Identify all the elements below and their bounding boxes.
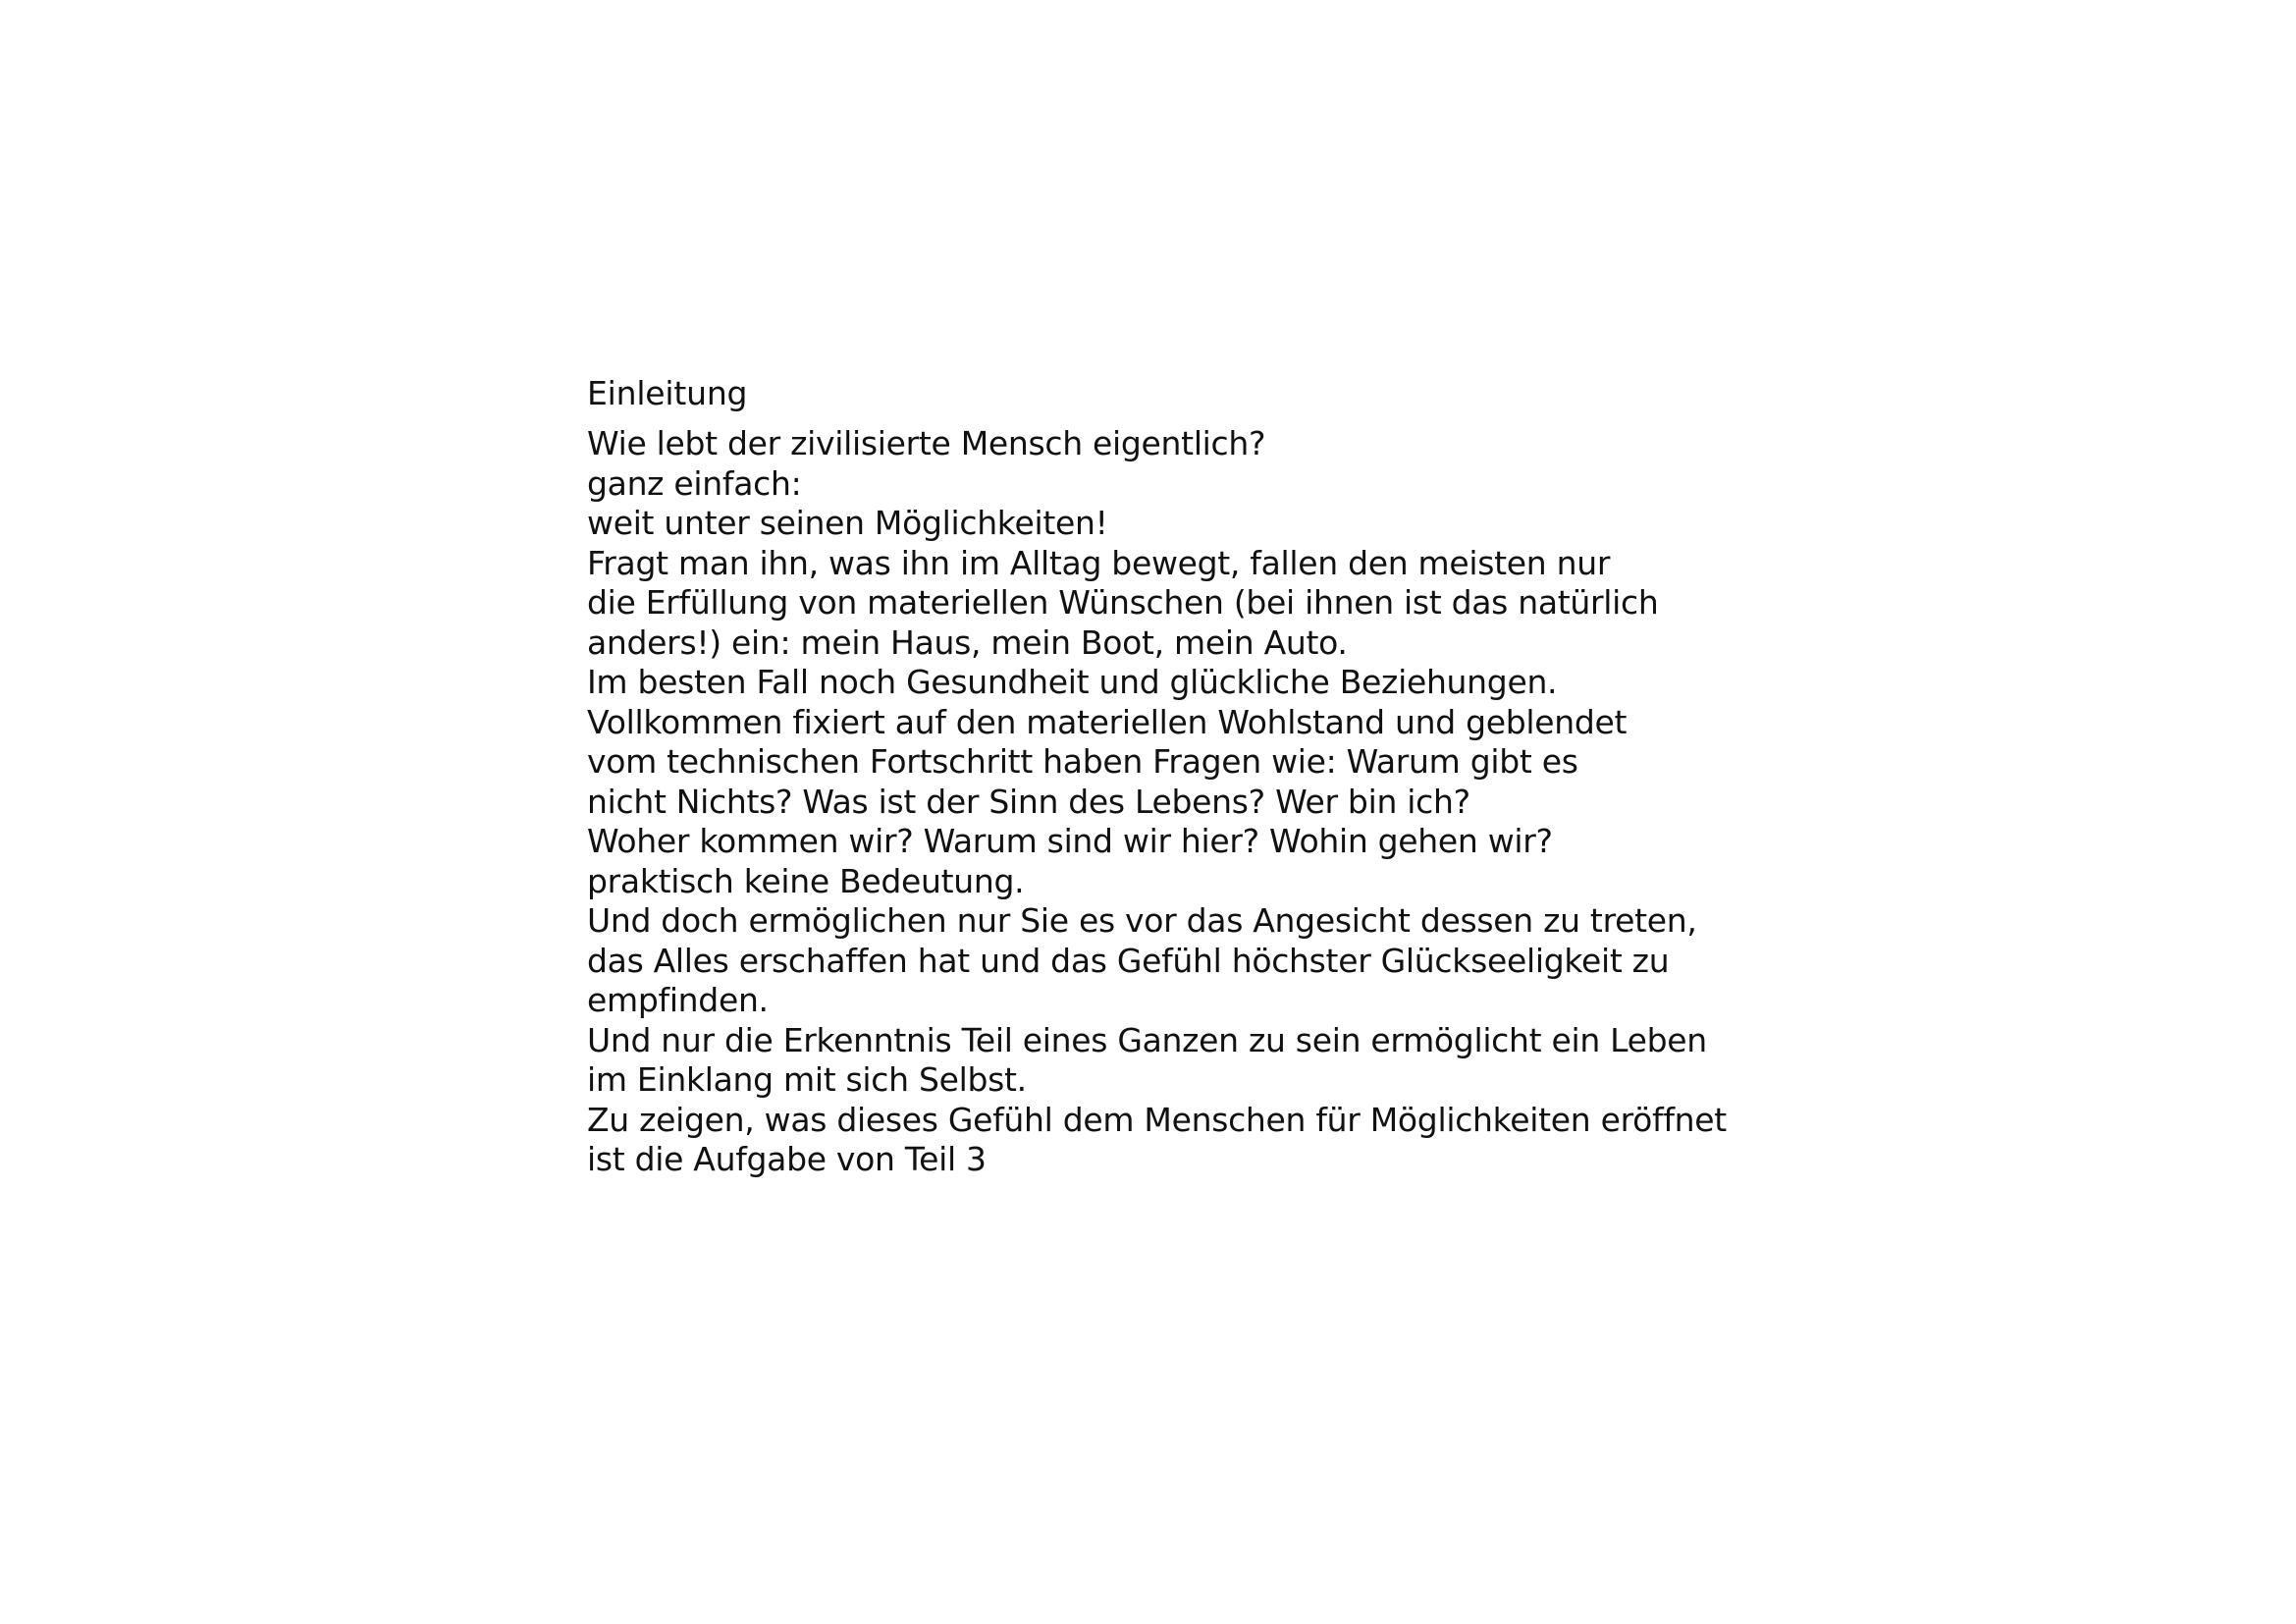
body-line: Im besten Fall noch Gesundheit und glückliche Beziehungen. <box>587 663 1558 701</box>
body-line: Zu zeigen, was dieses Gefühl dem Menschen für Möglichkeiten eröffnet <box>587 1100 1727 1139</box>
body-line: nicht Nichts? Was ist der Sinn des Lebens? Wer bin ich? <box>587 782 1470 821</box>
body-line: Vollkommen fixiert auf den materiellen Wohlstand und geblendet <box>587 702 1628 741</box>
body-line: Woher kommen wir? Warum sind wir hier? Wohin gehen wir? <box>587 822 1553 860</box>
body-line: empfinden. <box>587 981 769 1019</box>
body-line: im Einklang mit sich Selbst. <box>587 1060 1027 1099</box>
body-line: die Erfüllung von materiellen Wünschen (bei ihnen ist das natürlich <box>587 583 1659 622</box>
body-line: ist die Aufgabe von Teil 3 <box>587 1140 987 1178</box>
body-line: Und nur die Erkenntnis Teil eines Ganzen zu sein ermöglicht ein Leben <box>587 1020 1707 1059</box>
body-line: Fragt man ihn, was ihn im Alltag bewegt, fallen den meisten nur <box>587 543 1611 582</box>
body-line: Und doch ermöglichen nur Sie es vor das Angesicht dessen zu treten, <box>587 901 1697 940</box>
body-line: ganz einfach: <box>587 463 802 503</box>
body-line: weit unter seinen Möglichkeiten! <box>587 504 1108 542</box>
body-line: das Alles erschaffen hat und das Gefühl höchster Glückseeligkeit zu <box>587 941 1670 980</box>
document-heading: Einleitung <box>587 374 748 412</box>
body-line: anders!) ein: mein Haus, mein Boot, mein Auto. <box>587 623 1348 662</box>
document-text-block <box>587 371 1804 1180</box>
body-line: vom technischen Fortschritt haben Fragen wie: Warum gibt es <box>587 742 1578 781</box>
body-line: Wie lebt der zivilisierte Mensch eigentlich? <box>587 424 1266 462</box>
body-line: praktisch keine Bedeutung. <box>587 861 1025 900</box>
